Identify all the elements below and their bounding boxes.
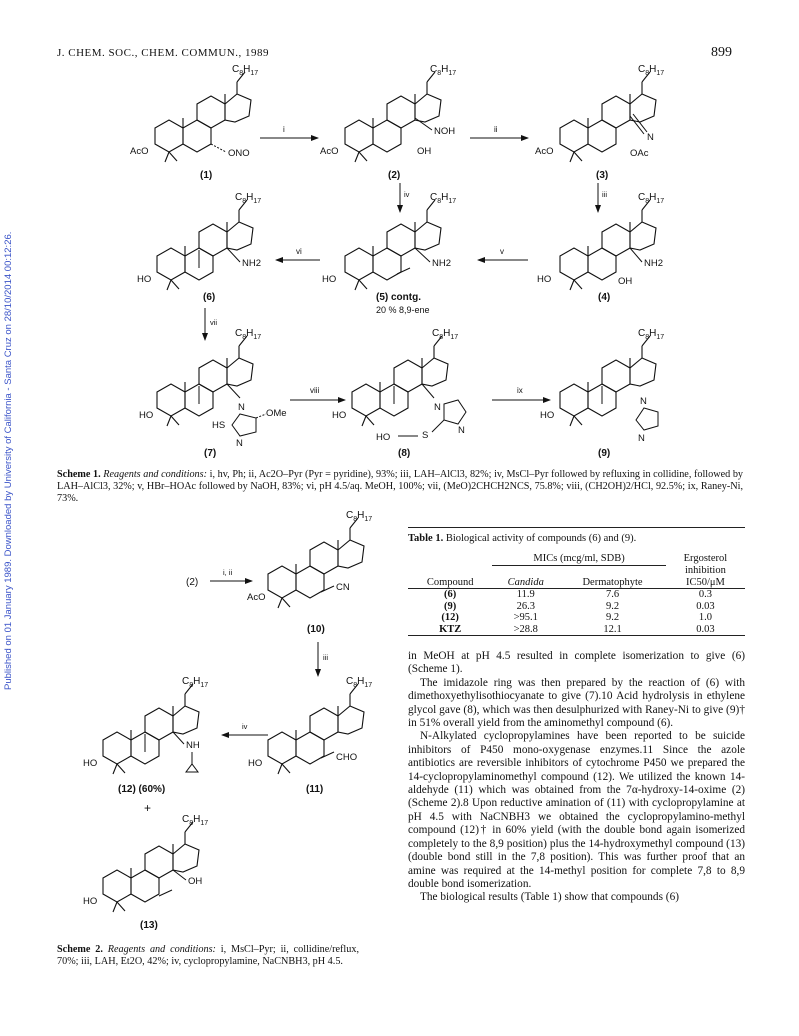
substituent-aco: AcO (535, 146, 554, 157)
plus-sign: + (144, 801, 152, 815)
svg-text:C8H17: $C_8H_{17}$ (182, 676, 209, 689)
substituent-noh: NOH (434, 126, 456, 137)
substituent-ho: HO (537, 274, 552, 285)
th-mics: MICs (mcg/ml, SDB) (492, 553, 665, 565)
svg-text:C8H17: $C_8H_{17}$ (346, 676, 373, 689)
scheme2-caption-title: Reagents and conditions: (107, 944, 216, 955)
arrow-label-viii: viii (310, 386, 320, 395)
compound-label-6: (6) (203, 292, 216, 303)
table-1 (408, 533, 745, 636)
svg-text:C8H17: $C_8H_{17}$ (432, 328, 459, 341)
svg-text:C8H17: $C_8H_{17}$ (638, 64, 665, 77)
substituent-aco: AcO (320, 146, 339, 157)
table-row: (9) 26.3 9.2 0.03 (444, 600, 715, 612)
arrow-label-vii: vii (210, 318, 218, 327)
table-row: (12) >95.1 9.2 1.0 (441, 612, 712, 623)
svg-text:C8H17: $C_8H_{17}$ (235, 328, 262, 341)
table-row: (6) 11.9 7.6 0.3 (444, 589, 712, 600)
running-head: J. CHEM. SOC., CHEM. COMMUN., 1989 (57, 47, 269, 59)
scheme2-caption-label: Scheme 2. (57, 944, 103, 955)
compound-label-4: (4) (598, 292, 611, 303)
substituent-nitrile-n: N (647, 132, 654, 143)
scheme1-caption-text: i, hv, Ph; ii, Ac2O–Pyr (Pyr = pyridine), 93%; iii, LAH–AlCl3, 82%; iv, MsCl–Pyr followed by refluxing in collidine, followed by LAH–AlCl3, 32%; v, HBr–HOAc followed by NaOH, 83%; vi, pH 4.5/aq. MeOH, 100%; vii, (MeO)2CHCH2NCS, 75.8%; viii, (CH2OH)2/HCl, 92.5%; ix, Raney-Ni, 73%. (57, 469, 744, 504)
download-sidebar-note: Published on 01 January 1989. Downloaded by University of California - Santa Cruz on 28/10/2014 00:12:26. (3, 231, 14, 690)
substituent-oh: OH (417, 146, 432, 157)
scheme1-caption-label: Scheme 1. (57, 469, 101, 480)
ring-n2: N (458, 425, 465, 436)
compound-label-13: (13) (140, 920, 158, 931)
table-row: KTZ >28.8 12.1 0.03 (408, 624, 745, 636)
svg-text:C8H17: $C_8H_{17}$ (638, 192, 665, 205)
th-dermatophyte: Dermatophyte (582, 576, 643, 588)
substituent-oh: OH (188, 876, 203, 887)
substituent-ho: HO (332, 410, 347, 421)
th-ergosterol-2: inhibition (684, 565, 726, 576)
ring-n: N (434, 402, 441, 413)
substituent-ho: HO (83, 896, 98, 907)
arrow-label-v: v (500, 247, 504, 256)
substituent-nh2: NH2 (644, 258, 664, 269)
compound-8-structure (332, 328, 466, 459)
compound-4-structure (537, 192, 664, 303)
compound-label-12: (12) (60%) (118, 784, 166, 795)
ring-hs: HS (212, 420, 226, 431)
substituent-ho: HO (83, 758, 98, 769)
substituent-cn: CN (336, 582, 350, 593)
compound-label-3: (3) (596, 170, 609, 181)
substituent-aco: AcO (247, 592, 266, 603)
body-text (408, 650, 745, 905)
svg-text:C8H17: $C_8H_{17}$ (430, 192, 457, 205)
th-ergosterol-1: Ergosterol (683, 553, 728, 565)
arrow-label-ix: ix (517, 386, 523, 395)
svg-text:C8H17: $C_8H_{17}$ (430, 64, 457, 77)
compound-2-structure (320, 64, 456, 181)
arrow-label-i-ii: i, ii (223, 568, 233, 577)
substituent-cho: CHO (336, 752, 358, 763)
compound-12-structure (83, 676, 208, 795)
compound-label-2: (2) (388, 170, 401, 181)
scheme2-caption-text: i, MsCl–Pyr; ii, collidine/reflux, 70%; iii, LAH, Et2O, 42%; iv, cyclopropylamine, NaCNBH3, pH 4.5. (57, 944, 359, 967)
chain-ho: HO (376, 432, 391, 443)
substituent-ho: HO (139, 410, 154, 421)
compound-label-1: (1) (200, 170, 213, 181)
scheme2-start: (2) (186, 577, 199, 588)
th-candida: Candida (507, 576, 544, 588)
substituent-ho: HO (137, 274, 152, 285)
table-label: Table 1. (408, 533, 444, 544)
svg-text:C8H17: $C_8H_{17}$ (346, 510, 373, 523)
arrow-label-iii-s2: iii (323, 653, 328, 662)
scheme1-caption (57, 469, 743, 505)
scheme2-caption (57, 944, 359, 968)
ring-n: N (238, 402, 245, 413)
substituent-nh2: NH2 (242, 258, 262, 269)
compound-1-structure (130, 64, 258, 181)
bio-activity-table (408, 553, 745, 636)
ring-n: N (640, 396, 647, 407)
scheme1-caption-title: Reagents and conditions: (103, 469, 207, 480)
th-compound: Compound (426, 576, 474, 588)
compound-3-structure (535, 64, 664, 181)
substituent-aco: AcO (130, 146, 149, 157)
substituent-ho: HO (248, 758, 263, 769)
svg-text:C8H17: $C_8H_{17}$ (638, 328, 665, 341)
compound-label-7: (7) (204, 448, 217, 459)
compound-label-8: (8) (398, 448, 411, 459)
compound-5-structure (322, 192, 456, 315)
ring-n2: N (236, 438, 243, 449)
th-ic50: IC50/μM (685, 576, 725, 588)
arrow-label-i: i (283, 125, 285, 134)
table-caption (408, 533, 745, 545)
substituent-oh: OH (618, 276, 633, 287)
compound-9-structure (540, 328, 664, 459)
paragraph: The biological results (Table 1) show that compounds (6) (420, 891, 679, 904)
side-chain-label: $C_8H_{17}$ (232, 64, 259, 77)
arrow-label-iii: iii (602, 190, 607, 199)
compound-6-structure (137, 192, 261, 303)
compound-13-structure (83, 814, 208, 931)
paragraph: N-Alkylated cyclopropylamines have been reported to be suicide inhibitors of P450 mono-oxygenase enzymes.11 Since the azole antibiotics are reversible inhibitors of cytochrome P450 we prepared the 14-cyclopropylaminomethyl compound (12). We utilized the known 14-aldehyde (11) which was obtained from the 7α-hydroxy-14-oxime (2) (Scheme 2).8 Upon reductive amination of (11) with cyclopropylamine at pH 4.5 with NaCNBH3 we obtained the cyclopropylamino-methyl compound (12)† in 60% yield (with the double bond again isomerized completely to the 8,9 position) plus the 14-hydroxymethyl compound (13) (double bond still in the 7,8 position). This was further proof that an amine was required at the 14-methyl position for complete 7,8 to 8,9 double bond isomerization. (408, 730, 745, 890)
paragraph: The imidazole ring was then prepared by the reaction of (6) with dimethoxyethylisothiocyanate to give (7).10 Acid hydrolysis in ethylene glycol gave (8), which was then desulphurized with Raney-Ni to give (9)† in 51% overall yield from the aminomethyl compound (6). (408, 676, 745, 730)
compound-label-11: (11) (306, 784, 324, 795)
substituent-nh2: NH2 (432, 258, 452, 269)
arrow-label-iv-s2: iv (242, 722, 248, 731)
substituent-nh: NH (186, 740, 200, 751)
arrow-label-vi: vi (296, 247, 302, 256)
compound-label-5: (5) contg. (376, 292, 421, 303)
compound-label-9: (9) (598, 448, 611, 459)
isomer-note: 20 % 8,9-ene (376, 305, 430, 315)
arrow-label-iv: iv (404, 190, 410, 199)
substituent-ho: HO (322, 274, 337, 285)
svg-text:C8H17: $C_8H_{17}$ (235, 192, 262, 205)
compound-label-10: (10) (307, 624, 325, 635)
substituent-ho: HO (540, 410, 555, 421)
svg-text:C8H17: $C_8H_{17}$ (182, 814, 209, 827)
compound-10-structure (247, 510, 372, 635)
compound-7-structure (139, 328, 287, 459)
substituent-ono: ONO (228, 148, 250, 159)
sulfur: S (422, 430, 429, 441)
table-title: Biological activity of compounds (6) and (9). (445, 533, 637, 544)
paragraph: in MeOH at pH 4.5 resulted in complete isomerization to give (6) (Scheme 1). (408, 650, 745, 676)
arrow-label-ii: ii (494, 125, 498, 134)
page-number: 899 (711, 45, 732, 60)
table-top-rule (408, 527, 745, 528)
substituent-oac: OAc (630, 148, 649, 159)
ring-ome: OMe (266, 408, 287, 419)
ring-n2: N (638, 433, 645, 444)
